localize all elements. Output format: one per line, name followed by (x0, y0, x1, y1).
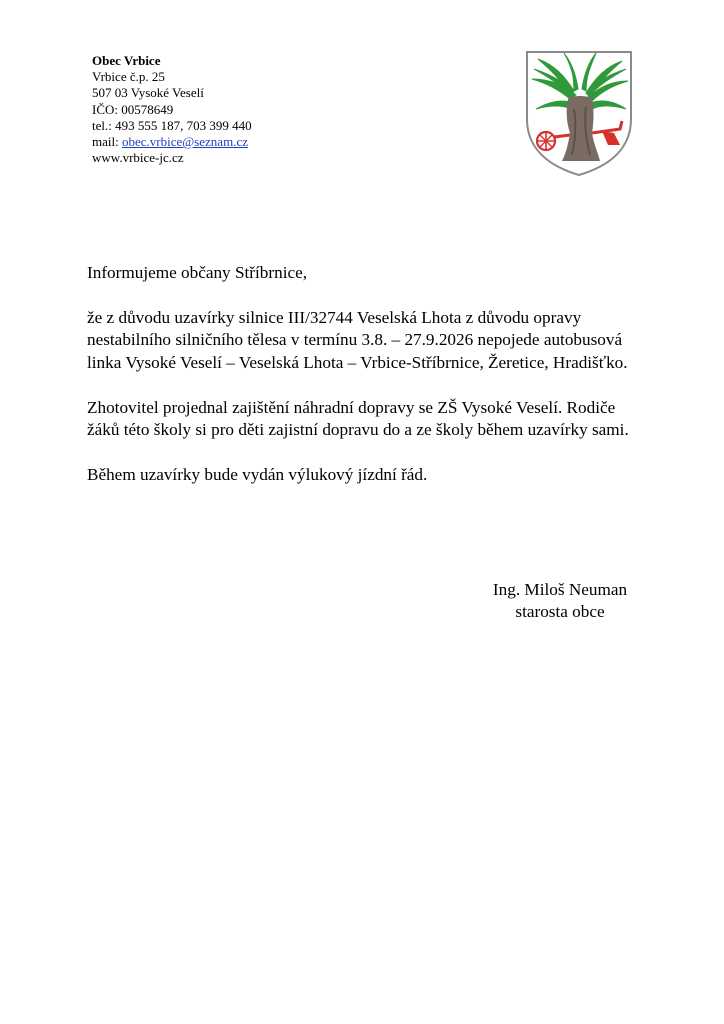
letter-paragraph-school-transport: Zhotovitel projednal zajištění náhradní dopravy se ZŠ Vysoké Veselí. Rodiče žáků této školy si pro děti zajistní dopravu do a ze školy během uzavírky sami. (87, 397, 629, 440)
letter-paragraph-closure: že z důvodu uzavírky silnice III/32744 Veselská Lhota z důvodu opravy nestabilního silničního tělesa v termínu 3.8. – 27.9.2026 nepojede autobusová linka Vysoké Veselí – Veselská Lhota – Vrbice-Stříbrnice, Žeretice, Hradišťko. (87, 308, 628, 372)
email-link[interactable]: obec.vrbice@seznam.cz (121, 134, 248, 150)
signature-block (470, 579, 650, 624)
address-line-2: 507 03 Vysoké Veselí (92, 85, 204, 101)
mail-line (92, 134, 252, 150)
mail-label: mail: (92, 134, 122, 150)
letter-body (87, 262, 647, 509)
letterhead (92, 53, 252, 166)
signatory-name: Ing. Miloš Neuman (492, 580, 628, 599)
letter-greeting: Informujeme občany Stříbrnice, (87, 263, 308, 282)
signatory-title: starosta obce (515, 602, 605, 622)
ico-number: IČO: 00578649 (92, 101, 174, 117)
website: www.vrbice-jc.cz (92, 150, 184, 166)
org-name: Obec Vrbice (92, 53, 161, 68)
address-line-1: Vrbice č.p. 25 (92, 69, 165, 85)
phone-numbers: tel.: 493 555 187, 703 399 440 (92, 117, 252, 133)
coat-of-arms-icon (524, 49, 634, 177)
letter-paragraph-timetable: Během uzavírky bude vydán výlukový jízdní řád. (87, 465, 428, 485)
